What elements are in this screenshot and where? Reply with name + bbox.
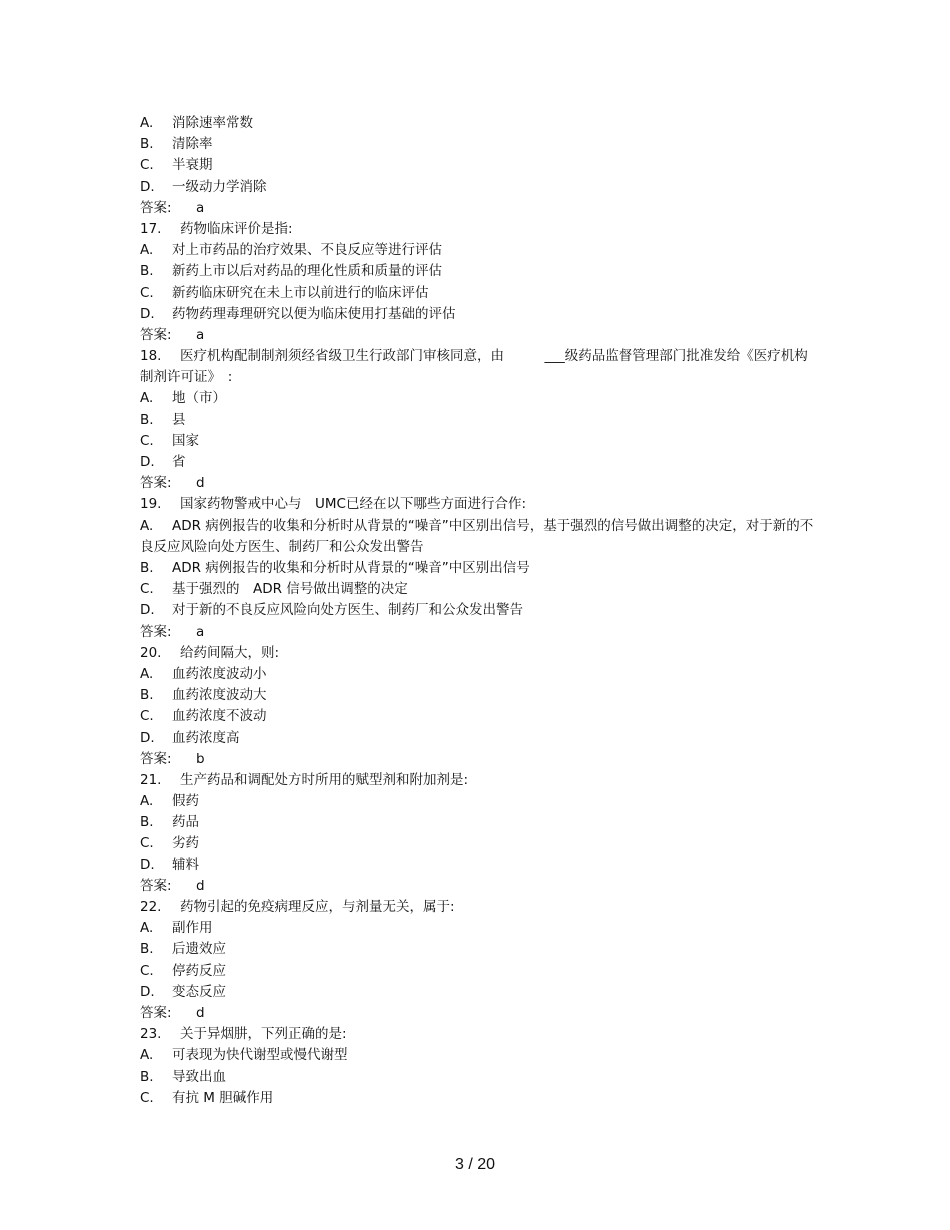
option-text: 新药临床研究在未上市以前进行的临床评估 [172,284,429,301]
answer-value: b [196,750,205,767]
option-label: C. [140,1089,154,1106]
option-line [140,304,820,325]
option-label: C. [140,432,154,449]
answer-label: 答案: [140,750,172,767]
option-line [140,939,820,960]
option-line [140,558,820,579]
option-text: 对上市药品的治疗效果、不良反应等进行评估 [172,242,442,259]
option-line [140,728,820,749]
option-text: 对于新的不良反应风险向处方医生、制药厂和公众发出警告 [172,602,523,619]
option-text: 新药上市以后对药品的理化性质和质量的评估 [172,263,442,280]
option-text: 消除速率常数 [172,115,253,131]
option-text: 半衰期 [172,157,213,174]
question-number: 20. [140,644,162,661]
option-label: C. [140,157,154,174]
question-number: 18. [140,348,162,365]
option-label: D. [140,729,155,746]
answer-label: 答案: [140,623,172,640]
question-text: 生产药品和调配处方时所用的赋型剂和附加剂是: [180,771,469,788]
option-label: B. [140,814,154,831]
question-number: 23. [140,1026,162,1043]
option-text: 假药 [172,793,199,810]
option-line [140,113,820,134]
option-line [140,706,820,727]
option-label: D. [140,454,155,471]
option-text: 血药浓度波动大 [172,687,267,704]
option-label: D. [140,305,155,322]
option-line [140,579,820,600]
option-text: 停药反应 [172,962,226,979]
answer-value: a [196,199,205,216]
question-text: 药物引起的免疫病理反应，与剂量无关，属于: [180,899,455,915]
question-number: 19. [140,496,162,513]
question-line [140,494,820,515]
option-text: 基于强烈的 ADR 信号做出调整的决定 [172,581,408,598]
option-label: B. [140,263,154,280]
option-text: 可表现为快代谢型或慢代谢型 [172,1047,348,1064]
option-line [140,388,820,409]
question-line [140,643,820,664]
option-line [140,155,820,176]
question-line [140,1024,820,1045]
option-label: B. [140,560,154,576]
option-label: B. [140,136,154,153]
question-text: 关于异烟肼，下列正确的是: [180,1026,347,1043]
answer-label: 答案: [140,877,172,894]
answer-value: d [196,1004,205,1021]
answer-line [140,622,820,643]
option-label: D. [140,856,155,873]
option-line [140,452,820,473]
option-line [140,664,820,685]
option-text: 血药浓度不波动 [172,708,267,725]
answer-line [140,1003,820,1024]
option-line [140,685,820,706]
option-text: 后遗效应 [172,941,226,958]
option-text: 劣药 [172,835,199,852]
answer-value: a [196,326,205,343]
answer-line [140,473,820,494]
option-label: A. [140,920,154,937]
question-text: 给药间隔大，则: [180,644,280,661]
option-line [140,431,820,452]
question-number: 21. [140,771,162,788]
question-text: 医疗机构配制制剂须经省级卫生行政部门审核同意，由 ___级药品监督管理部门批准发给《医疗机构制剂许可证》 : [140,348,808,386]
option-text: 血药浓度波动小 [172,665,267,682]
option-text: 导致出血 [172,1068,226,1085]
option-label: C. [140,835,154,852]
option-label: B. [140,411,154,428]
option-label: A. [140,242,154,259]
option-label: C. [140,962,154,979]
option-label: A. [140,1047,154,1064]
option-text: 药品 [172,814,199,831]
option-label: A. [140,665,154,682]
option-line [140,918,820,939]
answer-value: a [196,623,205,640]
answer-value: d [196,877,205,894]
option-line [140,240,820,261]
answer-label: 答案: [140,1004,172,1021]
option-text: 省 [172,454,186,471]
answer-label: 答案: [140,199,172,216]
question-number: 22. [140,899,162,915]
option-line [140,1045,820,1066]
option-text: 血药浓度高 [172,729,240,746]
option-text: 副作用 [172,920,213,937]
option-line [140,1067,820,1088]
option-line [140,812,820,833]
option-text: 变态反应 [172,983,226,1000]
option-label: C. [140,581,154,598]
answer-line [140,325,820,346]
answer-line [140,749,820,770]
option-text: 一级动力学消除 [172,178,267,195]
option-line [140,833,820,854]
answer-label: 答案: [140,326,172,343]
option-line [140,855,820,876]
question-line [140,897,820,918]
option-text: 药物药理毒理研究以便为临床使用打基础的评估 [172,305,456,322]
option-text: 国家 [172,432,199,449]
question-number: 17. [140,220,162,237]
option-text: 有抗 M 胆碱作用 [172,1089,274,1106]
option-text: 清除率 [172,136,213,153]
option-line [140,134,820,155]
option-label: B. [140,1068,154,1085]
question-text: 国家药物警戒中心与 UMC已经在以下哪些方面进行合作: [180,496,527,513]
answer-value: d [196,475,205,492]
option-label: A. [140,517,154,534]
option-label: B. [140,941,154,958]
option-label: B. [140,687,154,704]
option-label: D. [140,178,155,195]
option-line [140,1088,820,1109]
question-list [140,113,820,1109]
option-line [140,791,820,812]
option-label: D. [140,983,155,1000]
option-line [140,982,820,1003]
option-label: A. [140,115,154,131]
answer-line [140,198,820,219]
answer-label: 答案: [140,475,172,492]
option-label: C. [140,708,154,725]
option-label: A. [140,793,154,810]
question-text: 药物临床评价是指: [180,220,293,237]
option-line [140,516,820,558]
option-label: A. [140,390,154,407]
option-line [140,177,820,198]
question-line [140,770,820,791]
option-text: 地（市） [172,390,226,407]
option-label: C. [140,284,154,301]
option-line [140,961,820,982]
page-number: 3 / 20 [454,1156,496,1173]
option-line [140,410,820,431]
option-text: ADR 病例报告的收集和分析时从背景的“噪音”中区别出信号，基于强烈的信号做出调整的决定，对于新的不良反应风险向处方医生、制药厂和公众发出警告 [140,517,814,555]
question-line [140,219,820,240]
option-text: 县 [172,411,186,428]
answer-line [140,876,820,897]
option-line [140,261,820,282]
option-text: ADR 病例报告的收集和分析时从背景的“噪音”中区别出信号 [172,560,530,576]
option-line [140,600,820,621]
option-text: 辅料 [172,856,199,873]
option-line [140,283,820,304]
question-line [140,346,820,388]
option-label: D. [140,602,155,619]
